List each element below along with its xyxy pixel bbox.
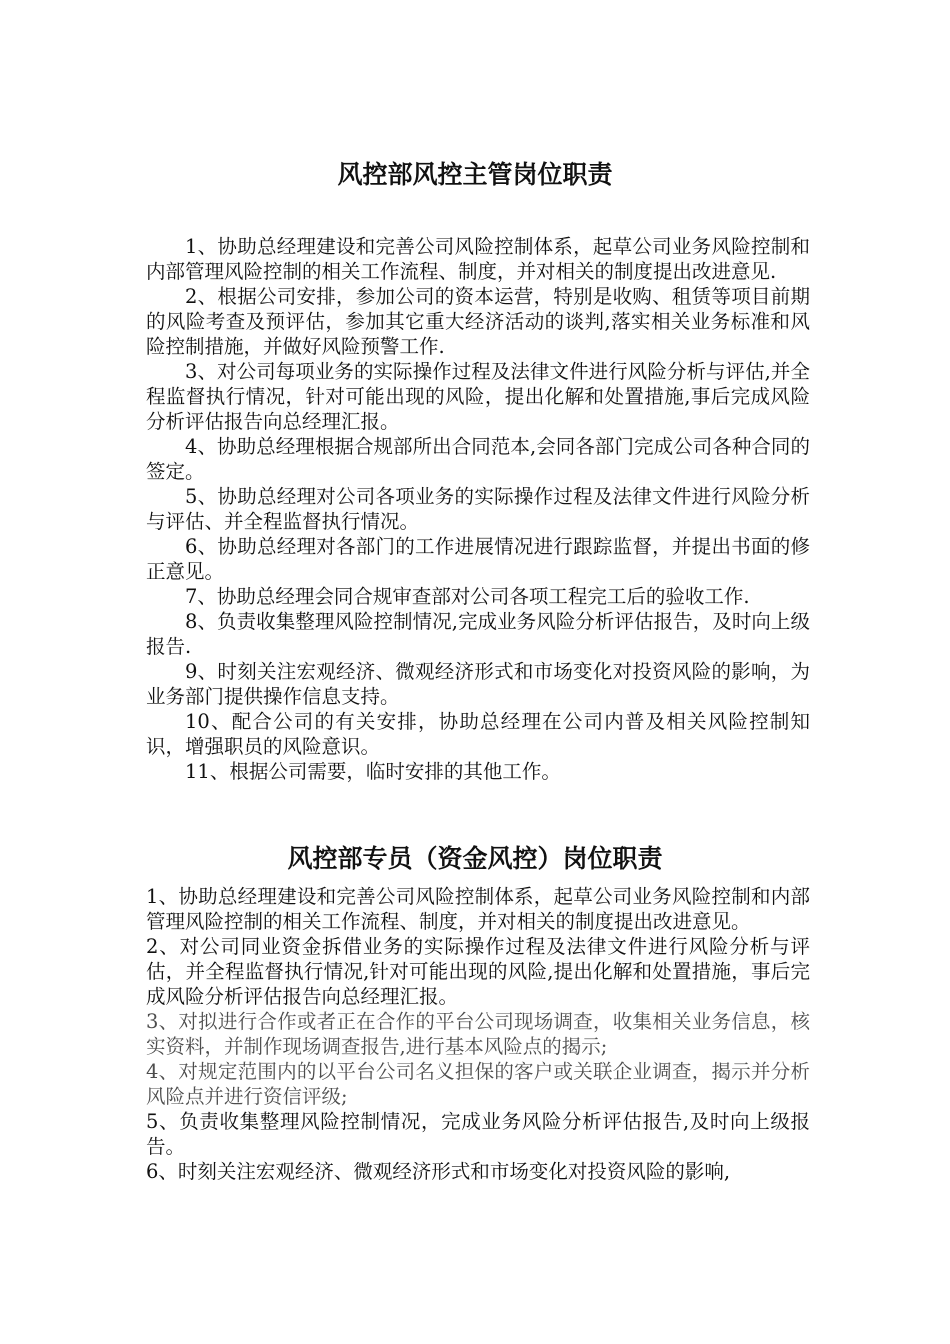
list-item: 6、协助总经理对各部门的工作进展情况进行跟踪监督，并提出书面的修正意见。 <box>146 535 810 583</box>
list-item: 9、时刻关注宏观经济、微观经济形式和市场变化对投资风险的影响，为业务部门提供操作信息支持。 <box>146 660 810 708</box>
list-item: 1、协助总经理建设和完善公司风险控制体系，起草公司业务风险控制和内部管理风险控制的相关工作流程、制度，并对相关的制度提出改进意见. <box>146 235 810 283</box>
list-item: 4、对规定范围内的以平台公司名义担保的客户或关联企业调查，揭示并分析风险点并进行资信评级; <box>146 1060 810 1108</box>
duty-list-risk-supervisor <box>146 234 810 784</box>
list-item: 1、协助总经理建设和完善公司风险控制体系，起草公司业务风险控制和内部管理风险控制的相关工作流程、制度，并对相关的制度提出改进意见。 <box>146 885 810 933</box>
list-item: 2、根据公司安排，参加公司的资本运营，特别是收购、租赁等项目前期的风险考查及预评估，参加其它重大经济活动的谈判,落实相关业务标准和风险控制措施，并做好风险预警工作. <box>146 285 810 358</box>
list-item: 10、配合公司的有关安排，协助总经理在公司内普及相关风险控制知识，增强职员的风险意识。 <box>146 710 810 758</box>
list-item: 5、负责收集整理风险控制情况，完成业务风险分析评估报告,及时向上级报告。 <box>146 1110 810 1158</box>
page-title: 风控部风控主管岗位职责 <box>337 160 613 189</box>
list-item: 11、根据公司需要，临时安排的其他工作。 <box>185 760 561 783</box>
list-item: 5、协助总经理对公司各项业务的实际操作过程及法律文件进行风险分析与评估、并全程监督执行情况。 <box>146 485 810 533</box>
list-item: 7、协助总经理会同合规审查部对公司各项工程完工后的验收工作. <box>185 585 750 608</box>
list-item: 3、对拟进行合作或者正在合作的平台公司现场调查，收集相关业务信息，核实资料，并制作现场调查报告,进行基本风险点的揭示; <box>146 1010 810 1058</box>
list-item: 4、协助总经理根据合规部所出合同范本,会同各部门完成公司各种合同的签定。 <box>146 435 810 483</box>
section-title: 风控部专员（资金风控）岗位职责 <box>287 844 663 873</box>
duty-list-fund-risk-specialist <box>146 884 810 1184</box>
list-item: 2、对公司同业资金拆借业务的实际操作过程及法律文件进行风险分析与评估，并全程监督执行情况,针对可能出现的风险,提出化解和处置措施，事后完成风险分析评估报告向总经理汇报。 <box>146 935 810 1008</box>
list-item: 8、负责收集整理风险控制情况,完成业务风险分析评估报告，及时向上级报告. <box>146 610 810 658</box>
list-item: 3、对公司每项业务的实际操作过程及法律文件进行风险分析与评估,并全程监督执行情况，针对可能出现的风险，提出化解和处置措施,事后完成风险分析评估报告向总经理汇报。 <box>146 360 810 433</box>
list-item: 6、时刻关注宏观经济、微观经济形式和市场变化对投资风险的影响, <box>146 1160 731 1183</box>
